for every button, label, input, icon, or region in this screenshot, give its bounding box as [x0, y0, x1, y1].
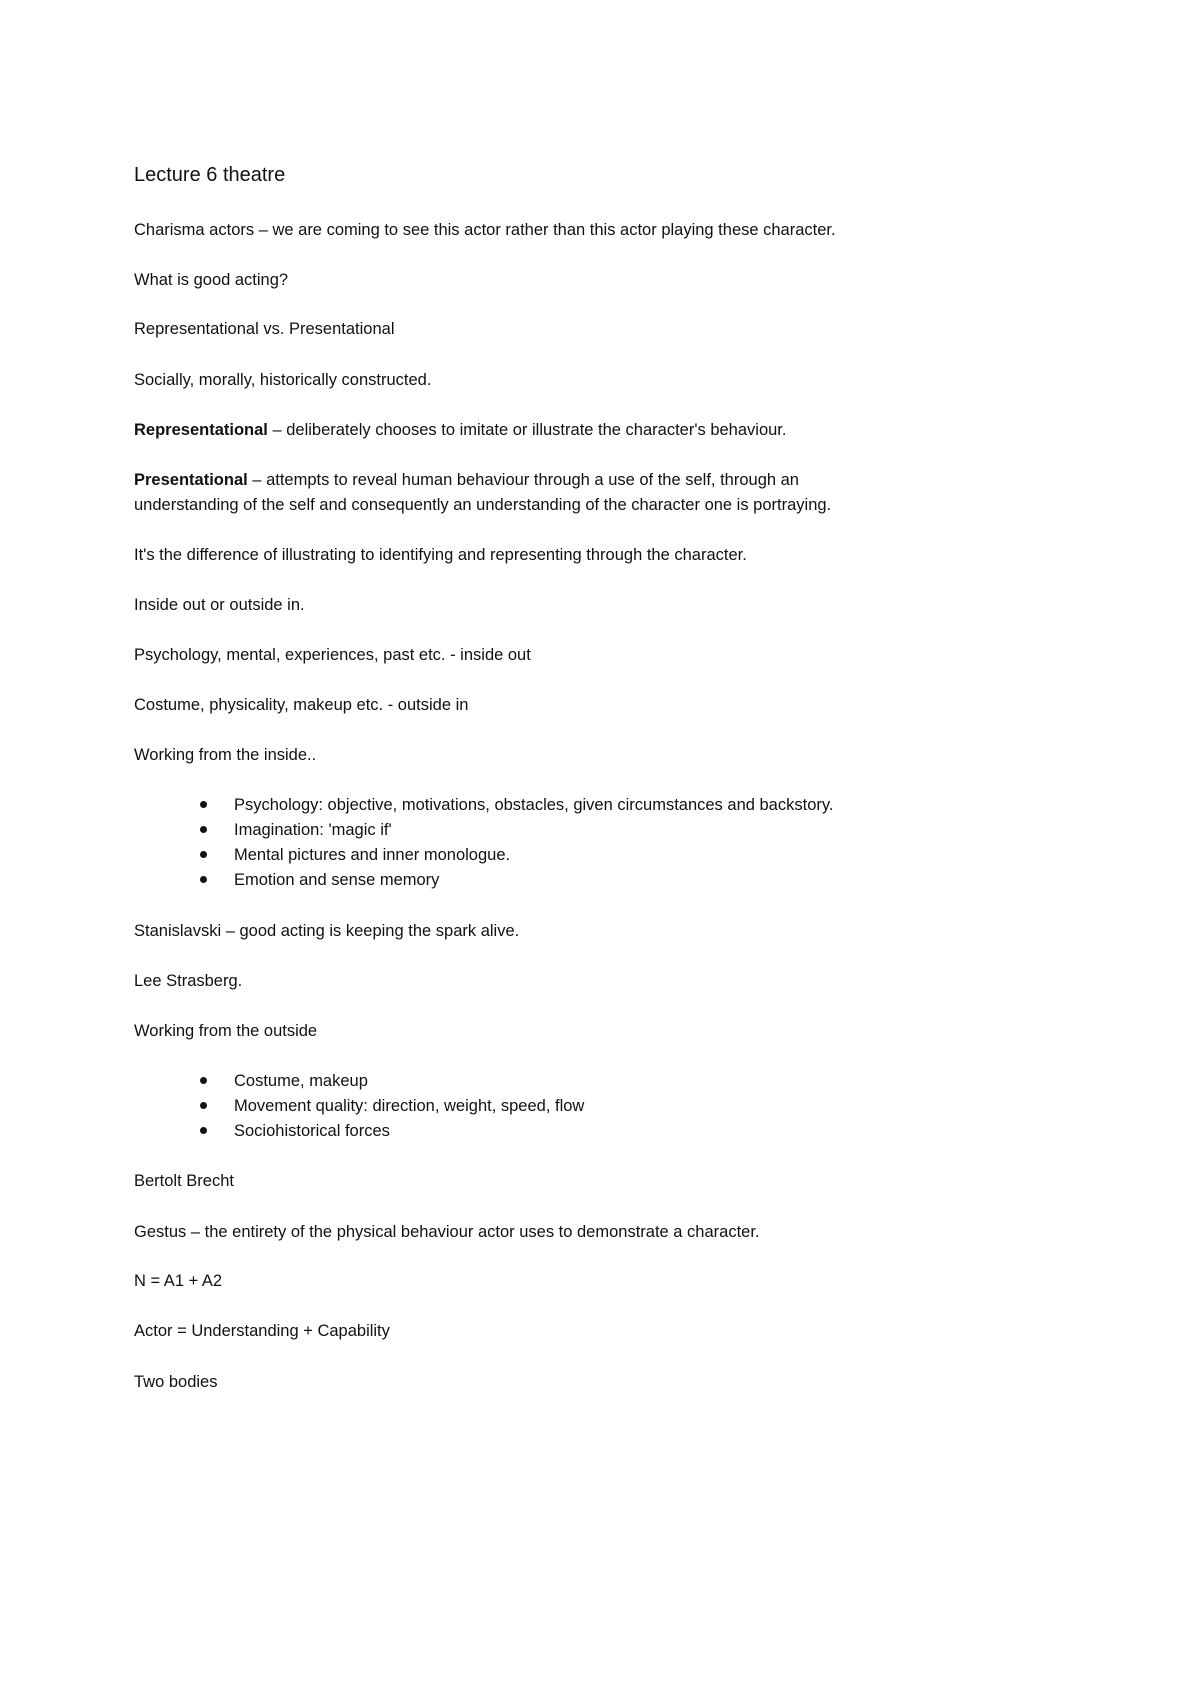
bullet-icon	[200, 826, 207, 833]
list-item: Imagination: 'magic if'	[234, 821, 392, 839]
paragraph-gestus: Gestus – the entirety of the physical behaviour actor uses to demonstrate a character.	[134, 1223, 760, 1241]
paragraph-working-outside: Working from the outside	[134, 1022, 318, 1040]
list-item: Movement quality: direction, weight, speed, flow	[234, 1097, 585, 1115]
bullet-icon	[200, 1077, 207, 1084]
paragraph-inside-out: Inside out or outside in.	[134, 596, 305, 614]
bullet-icon	[200, 1127, 207, 1134]
paragraph-psychology: Psychology, mental, experiences, past etc. - inside out	[134, 646, 531, 664]
paragraph-question: What is good acting?	[134, 271, 289, 289]
paragraph-stanislavski: Stanislavski – good acting is keeping the spark alive.	[134, 922, 520, 940]
list-item: Sociohistorical forces	[234, 1122, 390, 1140]
paragraph-heading: Representational vs. Presentational	[134, 320, 395, 338]
bullet-icon	[200, 1102, 207, 1109]
paragraph-brecht: Bertolt Brecht	[134, 1172, 234, 1190]
definition-representational	[134, 419, 786, 441]
list-item: Costume, makeup	[234, 1072, 368, 1090]
bullet-icon	[200, 801, 207, 808]
paragraph-constructed: Socially, morally, historically constructed.	[134, 371, 432, 389]
list-item: Psychology: objective, motivations, obstacles, given circumstances and backstory.	[234, 796, 834, 814]
definition-text: – deliberately chooses to imitate or illustrate the character's behaviour.	[267, 421, 787, 439]
paragraph-actor-formula: Actor = Understanding + Capability	[134, 1322, 390, 1340]
term: Presentational	[134, 471, 248, 489]
bullet-icon	[200, 876, 207, 883]
term: Representational	[134, 421, 268, 439]
page-title: Lecture 6 theatre	[134, 164, 286, 186]
paragraph-costume: Costume, physicality, makeup etc. - outside in	[134, 696, 469, 714]
definition-presentational	[134, 469, 799, 491]
bullet-icon	[200, 851, 207, 858]
paragraph-formula: N = A1 + A2	[134, 1272, 223, 1290]
definition-text: – attempts to reveal human behaviour through a use of the self, through an	[247, 471, 799, 489]
paragraph-two-bodies: Two bodies	[134, 1373, 218, 1391]
paragraph-difference: It's the difference of illustrating to identifying and representing through the character.	[134, 546, 747, 564]
list-item: Emotion and sense memory	[234, 871, 440, 889]
paragraph-strasberg: Lee Strasberg.	[134, 972, 243, 990]
definition-presentational-cont: understanding of the self and consequently an understanding of the character one is portraying.	[134, 496, 832, 514]
paragraph-charisma: Charisma actors – we are coming to see this actor rather than this actor playing these character.	[134, 221, 836, 239]
paragraph-working-inside: Working from the inside..	[134, 746, 317, 764]
list-item: Mental pictures and inner monologue.	[234, 846, 511, 864]
